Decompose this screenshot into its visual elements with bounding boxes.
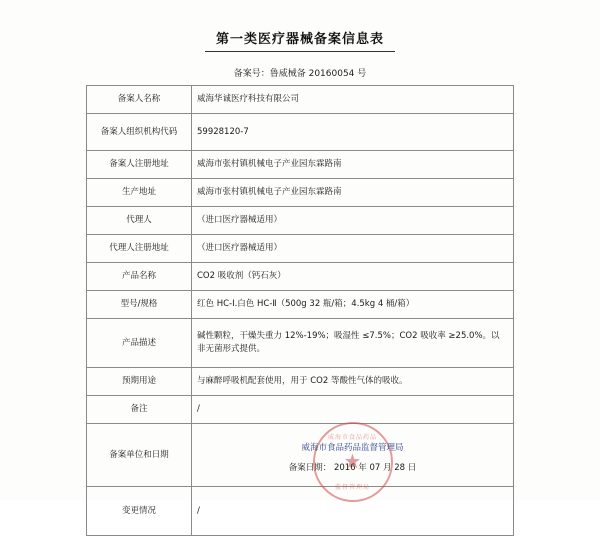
table-row-change xyxy=(87,487,514,536)
table-row xyxy=(87,291,514,319)
table-row-record-unit xyxy=(87,424,514,487)
row-label: 变更情况 xyxy=(87,487,192,536)
table-row xyxy=(87,179,514,207)
row-value: （进口医疗器械适用） xyxy=(192,235,514,263)
info-table xyxy=(86,85,514,536)
row-value xyxy=(192,424,514,491)
row-value: （进口医疗器械适用） xyxy=(192,207,514,235)
table-row xyxy=(87,319,514,368)
row-label: 备案单位和日期 xyxy=(87,424,192,487)
title-underline xyxy=(205,51,395,52)
row-label: 代理人 xyxy=(87,207,192,235)
row-label: 生产地址 xyxy=(87,179,192,207)
row-value: 碱性颗粒，干燥失重力 12%-19%；吸湿性 ≤7.5%；CO2 吸收率 ≥25.0%。以非无菌形式提供。 xyxy=(192,319,514,368)
table-row xyxy=(87,151,514,179)
row-label: 代理人注册地址 xyxy=(87,235,192,263)
table-row xyxy=(87,235,514,263)
table-row xyxy=(87,368,514,396)
table-row xyxy=(87,263,514,291)
record-number: 备案号：鲁威械备 20160054 号 xyxy=(233,69,367,79)
seal-bottom-text: 监督管理局 xyxy=(334,484,370,491)
table-row xyxy=(87,396,514,424)
row-label: 备案人注册地址 xyxy=(87,151,192,179)
row-value: 红色 HC-I.白色 HC-Ⅱ（500g 32 瓶/箱；4.5kg 4 桶/箱） xyxy=(192,291,514,319)
row-label: 产品名称 xyxy=(87,263,192,291)
row-value: CO2 吸收剂（钙石灰） xyxy=(192,263,514,291)
page-title-text: 第一类医疗器械备案信息表 xyxy=(215,32,384,47)
table-row xyxy=(87,86,514,114)
row-label: 型号/规格 xyxy=(87,291,192,319)
table-row xyxy=(87,114,514,151)
record-date: 备案日期： 2016 年 07 月 28 日 xyxy=(288,462,417,473)
row-label: 备案人名称 xyxy=(87,86,192,114)
row-value: 与麻醉呼吸机配套使用，用于 CO2 等酸性气体的吸收。 xyxy=(192,368,514,396)
row-value: 威海华诚医疗科技有限公司 xyxy=(192,86,514,114)
seal-area xyxy=(197,428,508,491)
row-value: 威海市张村镇机械电子产业园东霖路南 xyxy=(192,179,514,207)
row-label: 产品描述 xyxy=(87,319,192,368)
record-unit-name: 威海市食品药品监督管理局 xyxy=(301,443,404,453)
row-label: 备案人组织机构代码 xyxy=(87,114,192,151)
row-label: 预期用途 xyxy=(87,368,192,396)
table-row xyxy=(87,207,514,235)
row-value: 59928120-7 xyxy=(192,114,514,151)
row-value: / xyxy=(192,396,514,424)
row-value: / xyxy=(192,487,514,536)
page-title xyxy=(0,0,600,52)
row-label: 备注 xyxy=(87,396,192,424)
row-value: 威海市张村镇机械电子产业园东霖路南 xyxy=(192,151,514,179)
seal-top-text: 威海市食品药品 xyxy=(327,434,377,441)
